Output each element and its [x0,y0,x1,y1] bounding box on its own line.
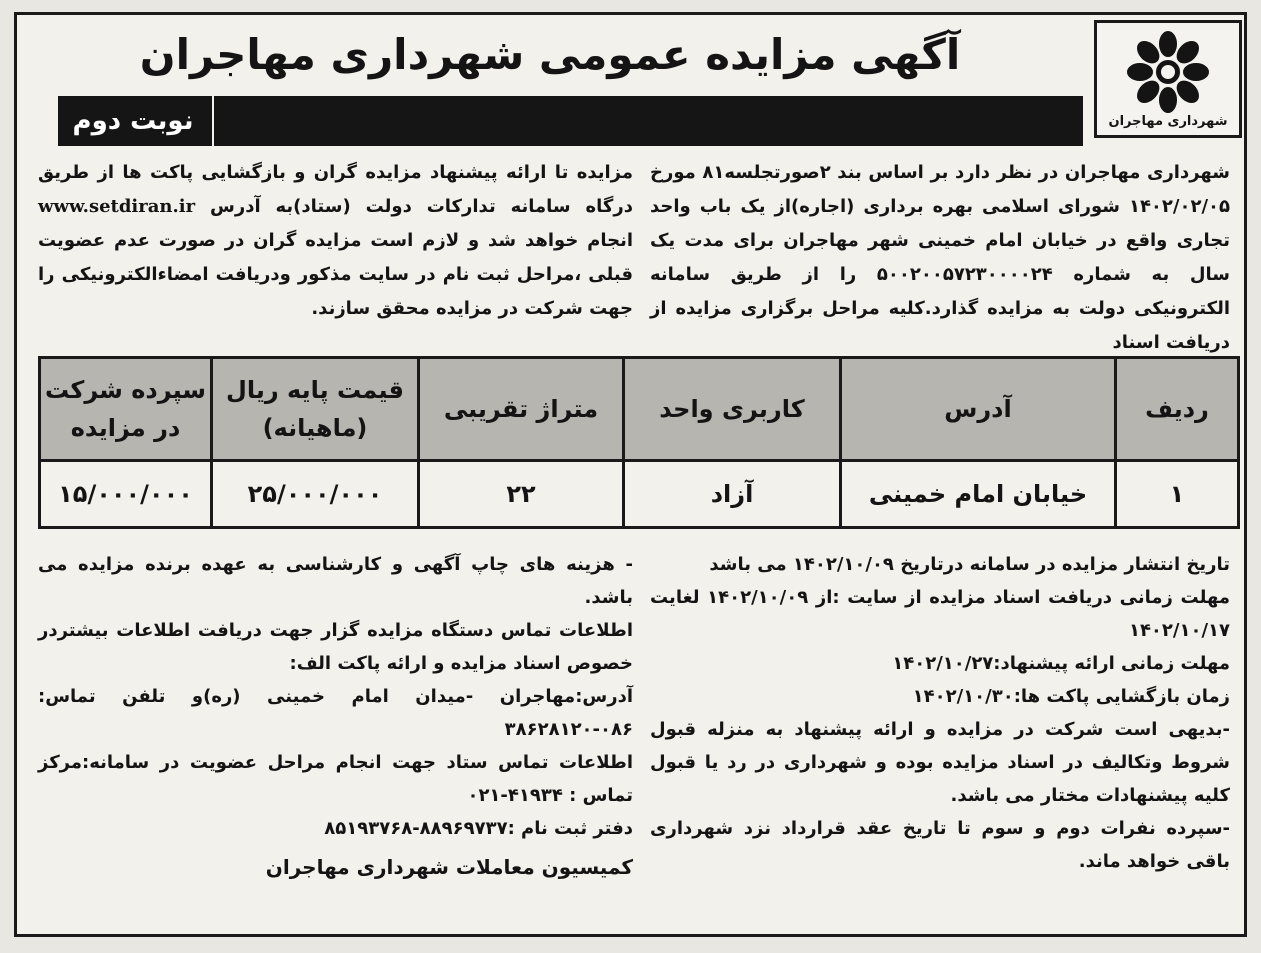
cell-address: خیابان امام خمینی [841,461,1116,528]
logo-text: شهرداری مهاجران [1108,114,1228,129]
dates-and-terms [650,548,1230,878]
publish-date: تاریخ انتشار مزایده در سامانه درتاریخ ۱۴۰۲/۱۰/۰۹ می باشد [709,554,1230,575]
setadiran-url[interactable]: www.setdiran.ir [38,196,196,217]
turn-divider [212,96,214,146]
auctioneer-contact-heading: اطلاعات تماس دستگاه مزایده گزار جهت دریافت اطلاعات بیشتردر خصوص اسناد مزایده و ارائه پاکت الف: [38,620,633,674]
cell-row-number: ۱ [1116,461,1239,528]
cell-base-price: ۲۵/۰۰۰/۰۰۰ [212,461,419,528]
registration-office: دفتر ثبت نام :۸۸۹۶۹۷۳۷-۸۵۱۹۳۷۶۸ [324,818,633,839]
header-unit-usage: کاربری واحد [624,358,841,461]
cell-deposit: ۱۵/۰۰۰/۰۰۰ [40,461,212,528]
advertising-cost: - هزینه های چاپ آگهی و کارشناسی به عهده برنده مزایده می باشد. [38,554,633,608]
intro-left-part1: مزایده تا ارائه پیشنهاد مزایده گران و بازگشایی پاکت ها از طریق درگاه سامانه تدارکات دولت (ستاد)به آدرس [38,162,633,217]
table-header-row [40,358,1239,461]
intro-text-left [38,156,633,326]
header-deposit: سپرده شرکت در مزایده [40,358,212,461]
intro-paragraph-right: شهرداری مهاجران در نظر دارد بر اساس بند ۲صورتجلسه۸۱ مورخ ۱۴۰۲/۰۲/۰۵ شورای اسلامی بهره برداری (اجاره)از یک باب واحد تجاری واقع در خیابان امام خمینی شهر مهاجران برای مدت یک سال به شماره ۵۰۰۲۰۰۵۷۲۳۰۰۰۰۲۴ را از طریق سامانه الکترونیکی دولت به مزایده گذارد.کلیه مراحل برگزاری مزایده از دریافت اسناد [650,162,1230,353]
header-address: آدرس [841,358,1116,461]
intro-paragraph-left [38,156,633,326]
auctioneer-address: آدرس:مهاجران -میدان امام خمینی (ره)و تلفن تماس: ۰۸۶-۳۸۶۲۸۱۲۰ [38,686,633,740]
cell-unit-usage: آزاد [624,461,841,528]
intro-left-part2: انجام خواهد شد و لازم است مزایده گران در صورت عدم عضویت قبلی ،مراحل ثبت نام در سایت مذکور ودریافت امضاءالکترونیکی را جهت شرکت در مزایده محقق سازند. [38,230,633,319]
turn-label: نوبت دوم [58,96,208,146]
opening-date: زمان بازگشایی پاکت ها:۱۴۰۲/۱۰/۳۰ [912,686,1230,707]
table-row [40,461,1239,528]
auction-table [38,356,1240,529]
flower-emblem-icon [1125,29,1211,115]
proposal-deadline: مهلت زمانی ارائه پیشنهاد:۱۴۰۲/۱۰/۲۷ [892,653,1230,674]
document-deadline: مهلت زمانی دریافت اسناد مزایده از سایت :از ۱۴۰۲/۱۰/۰۹ لغایت ۱۴۰۲/۱۰/۱۷ [650,587,1230,641]
notice-title: آگهی مزایده عمومی شهرداری مهاجران [139,30,961,79]
setad-contact: اطلاعات تماس ستاد جهت انجام مراحل عضویت در سامانه:مرکز تماس : ۴۱۹۳۴-۰۲۱ [38,752,633,806]
contact-info [38,548,633,884]
commission-signature: کمیسیون معاملات شهرداری مهاجران [265,855,633,879]
intro-text-right [650,156,1230,360]
header-area: متراژ تقریبی [419,358,624,461]
deposit-retention: -سپرده نفرات دوم و سوم تا تاریخ عقد قرارداد نزد شهرداری باقی خواهد ماند. [650,818,1230,872]
municipality-logo [1094,20,1242,138]
terms-acceptance: -بدیهی است شرکت در مزایده و ارائه پیشنهاد به منزله قبول شروط وتکالیف در اسناد مزایده بوده و شهرداری در رد یا قبول کلیه پیشنهادات مختار می باشد. [650,719,1230,806]
header-base-price: قیمت پایه ریال (ماهیانه) [212,358,419,461]
header-row-number: ردیف [1116,358,1239,461]
cell-area: ۲۲ [419,461,624,528]
